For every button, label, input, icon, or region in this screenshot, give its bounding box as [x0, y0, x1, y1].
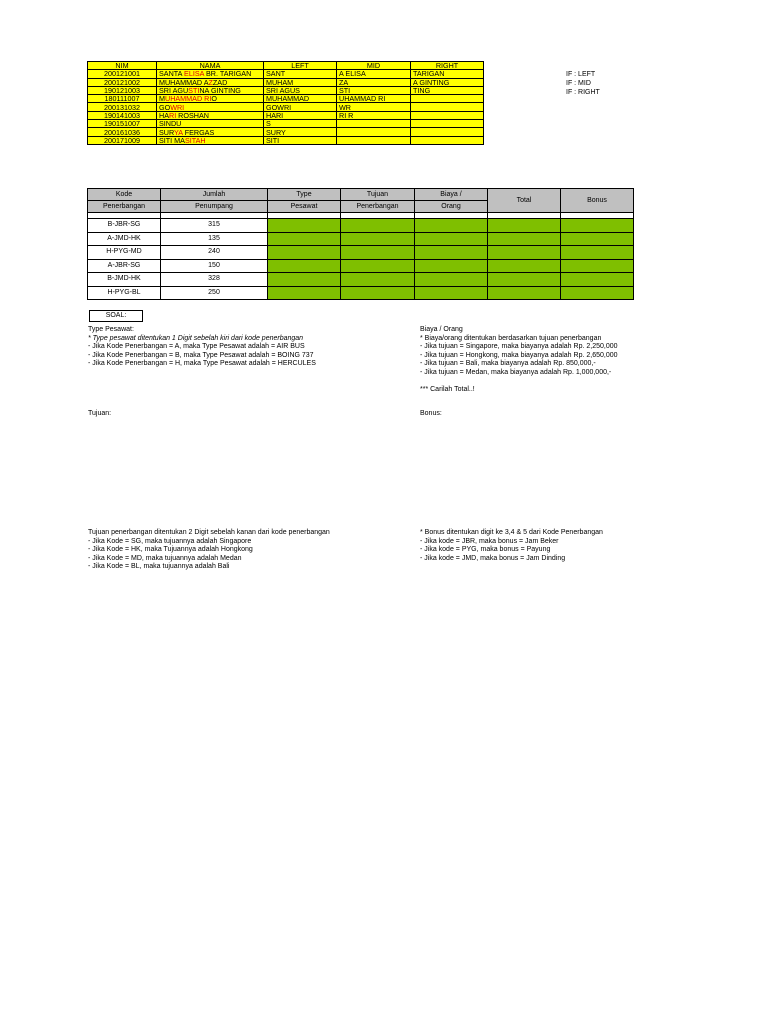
- name-part: ROSHAN: [176, 111, 209, 120]
- table-row: [88, 259, 634, 273]
- soal-label: SOAL:: [89, 310, 143, 322]
- mid-cell: [337, 120, 411, 128]
- name-part: YA: [174, 127, 183, 137]
- name-part: STI: [188, 86, 200, 95]
- total-cell[interactable]: [488, 273, 561, 287]
- name-part: ZAD: [212, 78, 228, 87]
- type-pesawat-notes: [88, 326, 316, 369]
- table-row: [88, 120, 484, 128]
- table-row: [88, 128, 484, 136]
- jumlah-cell: 315: [161, 219, 268, 233]
- table-row: [88, 103, 484, 111]
- jumlah-cell: 135: [161, 232, 268, 246]
- nim-cell: 190151007: [88, 120, 157, 128]
- name-part: HA: [159, 111, 169, 120]
- nim-cell: 200121002: [88, 78, 157, 86]
- name-part: MUHAMMAD A: [159, 78, 209, 87]
- left-cell: SRI AGUS: [264, 86, 337, 94]
- tujuan-line: Tujuan penerbangan ditentukan 2 Digit sebelah kanan dari kode penerbangan: [88, 529, 330, 536]
- tujuan-line: - Jika Kode = BL, maka tujuannya adalah Bali: [88, 563, 230, 571]
- header-biaya: Biaya /: [415, 189, 488, 201]
- mid-cell: [337, 136, 411, 144]
- left-cell: SANT: [264, 70, 337, 78]
- flight-table: [87, 188, 634, 300]
- header-penerbangan-2: Penerbangan: [341, 201, 415, 213]
- jumlah-cell: 150: [161, 259, 268, 273]
- jumlah-cell: 328: [161, 273, 268, 287]
- name-part: SRI AGU: [159, 86, 189, 95]
- bonus-title: Bonus:: [420, 410, 442, 417]
- table-row: [88, 70, 484, 78]
- biaya-line: - Jika tujuan = Medan, maka biayanya adalah Rp. 1,000,000,-: [420, 368, 612, 376]
- name-part: SITAH: [184, 136, 206, 145]
- left-cell: S: [264, 120, 337, 128]
- header-type: Type: [268, 189, 341, 201]
- bonus-cell[interactable]: [561, 273, 634, 287]
- biaya-cell[interactable]: [415, 232, 488, 246]
- student-table: [87, 61, 484, 145]
- bonus-cell[interactable]: [561, 286, 634, 300]
- name-part: RI: [169, 111, 177, 120]
- biaya-cell[interactable]: [415, 273, 488, 287]
- biaya-line: - Jika tujuan = Hongkong, maka biayanya adalah Rp. 2,650,000: [420, 351, 618, 359]
- table-row: [88, 136, 484, 144]
- jumlah-cell: 240: [161, 246, 268, 260]
- type-pesawat-title: Type Pesawat:: [88, 326, 134, 333]
- kode-cell: A-JBR-SG: [88, 259, 161, 273]
- biaya-line: - Jika tujuan = Singapore, maka biayanya adalah Rp. 2,250,000: [420, 343, 618, 351]
- tujuan-line: - Jika Kode = HK, maka Tujuannya adalah Hongkong: [88, 546, 253, 554]
- table-row: [88, 95, 484, 103]
- biaya-cell[interactable]: [415, 259, 488, 273]
- left-cell: HARI: [264, 111, 337, 119]
- right-cell: [411, 120, 484, 128]
- left-cell: SURY: [264, 128, 337, 136]
- biaya-line: * Biaya/orang ditentukan berdasarkan tujuan penerbangan: [420, 334, 602, 342]
- name-part: SITI MA: [159, 136, 185, 145]
- right-cell: TING: [411, 86, 484, 94]
- type-pesawat-line: - Jika Kode Penerbangan = H, maka Type Pesawat adalah = HERCULES: [88, 360, 316, 368]
- bonus-cell[interactable]: [561, 259, 634, 273]
- header-left: LEFT: [264, 62, 337, 70]
- flight-header-row-1: [88, 189, 634, 201]
- name-cell: [157, 86, 264, 94]
- flight-table-body: [88, 219, 634, 300]
- left-cell: MUHAM: [264, 78, 337, 86]
- table-row: [88, 246, 634, 260]
- name-cell: [157, 95, 264, 103]
- name-part: SUR: [159, 127, 175, 137]
- jumlah-cell: 250: [161, 286, 268, 300]
- mid-cell: UHAMMAD RI: [337, 95, 411, 103]
- total-cell[interactable]: [488, 232, 561, 246]
- name-cell: [157, 120, 264, 128]
- name-part: GO: [159, 102, 171, 112]
- right-cell: A GINTING: [411, 78, 484, 86]
- name-part: SANTA: [159, 69, 185, 79]
- student-table-header: [88, 62, 484, 70]
- header-jumlah: Jumlah: [161, 189, 268, 201]
- student-table-body: [88, 70, 484, 145]
- total-cell[interactable]: [488, 246, 561, 260]
- mid-cell: [337, 128, 411, 136]
- tujuan-line: - Jika Kode = MD, maka tujuannya adalah Medan: [88, 554, 242, 562]
- total-cell[interactable]: [488, 259, 561, 273]
- biaya-cell[interactable]: [415, 219, 488, 233]
- left-cell: MUHAMMAD: [264, 95, 337, 103]
- bonus-line: - Jika kode = PYG, maka bonus = Payung: [420, 546, 551, 554]
- name-part: SINDU: [159, 119, 182, 128]
- mid-cell: ZA: [337, 78, 411, 86]
- right-cell: TARIGAN: [411, 70, 484, 78]
- header-pesawat: Pesawat: [268, 201, 341, 213]
- kode-cell: B-JBR-SG: [88, 219, 161, 233]
- biaya-line: - Jika tujuan = Bali, maka biayanya adalah Rp. 850,000,-: [420, 360, 596, 368]
- table-row: [88, 78, 484, 86]
- type-cell[interactable]: [268, 286, 341, 300]
- biaya-cell[interactable]: [415, 246, 488, 260]
- name-cell: [157, 103, 264, 111]
- tujuan-cell[interactable]: [341, 219, 415, 233]
- name-part: Z: [208, 78, 213, 87]
- type-pesawat-line: - Jika Kode Penerbangan = B, maka Type Pesawat adalah = BOING 737: [88, 351, 314, 359]
- tujuan-line: - Jika Kode = SG, maka tujuannya adalah Singapore: [88, 537, 252, 545]
- table-row: [88, 219, 634, 233]
- table-row: [88, 86, 484, 94]
- name-part: WRI: [170, 102, 185, 112]
- if-note-mid: IF : MID: [566, 80, 591, 87]
- name-cell: [157, 111, 264, 119]
- name-part: ELISA: [184, 69, 205, 79]
- left-cell: SITI: [264, 136, 337, 144]
- right-cell: [411, 111, 484, 119]
- right-cell: [411, 136, 484, 144]
- name-part: O: [211, 94, 217, 103]
- header-penumpang: Penumpang: [161, 201, 268, 213]
- kode-cell: H-PYG-BL: [88, 286, 161, 300]
- total-cell[interactable]: [488, 286, 561, 300]
- name-cell: [157, 136, 264, 144]
- name-part: BR. TARIGAN: [204, 69, 252, 79]
- nim-cell: 200171009: [88, 136, 157, 144]
- type-pesawat-line: * Type pesawat ditentukan 1 Digit sebelah kiri dari kode penerbangan: [88, 334, 304, 342]
- kode-cell: H-PYG-MD: [88, 246, 161, 260]
- bonus-notes: [420, 529, 603, 563]
- name-cell: [157, 78, 264, 86]
- header-tujuan: Tujuan: [341, 189, 415, 201]
- tujuan-cell[interactable]: [341, 259, 415, 273]
- name-cell: [157, 128, 264, 136]
- type-cell[interactable]: [268, 273, 341, 287]
- name-part: NA GINTING: [199, 86, 241, 95]
- right-cell: [411, 103, 484, 111]
- nim-cell: 180111007: [88, 95, 157, 103]
- nim-cell: 200121001: [88, 70, 157, 78]
- tujuan-cell[interactable]: [341, 286, 415, 300]
- biaya-notes: [420, 326, 618, 394]
- header-kode: Kode: [88, 189, 161, 201]
- mid-cell: A ELISA: [337, 70, 411, 78]
- name-cell: [157, 70, 264, 78]
- biaya-title: Biaya / Orang: [420, 326, 463, 333]
- table-row: [88, 273, 634, 287]
- kode-cell: A-JMD-HK: [88, 232, 161, 246]
- right-cell: [411, 95, 484, 103]
- header-orang: Orang: [415, 201, 488, 213]
- nim-cell: 190121003: [88, 86, 157, 94]
- tujuan-cell[interactable]: [341, 273, 415, 287]
- tujuan-cell[interactable]: [341, 246, 415, 260]
- bonus-cell[interactable]: [561, 246, 634, 260]
- nim-cell: 200131032: [88, 103, 157, 111]
- nim-cell: 200161036: [88, 128, 157, 136]
- bonus-line: - Jika kode = JBR, maka bonus = Jam Beker: [420, 537, 559, 545]
- mid-cell: STI: [337, 86, 411, 94]
- mid-cell: RI R: [337, 111, 411, 119]
- table-row: [88, 111, 484, 119]
- tujuan-title: Tujuan:: [88, 410, 112, 417]
- header-nim: NIM: [88, 62, 157, 70]
- bonus-line: - Jika kode = JMD, maka bonus = Jam Dinding: [420, 554, 566, 562]
- header-penerbangan: Penerbangan: [88, 201, 161, 213]
- table-row: [88, 286, 634, 300]
- header-right: RIGHT: [411, 62, 484, 70]
- type-cell[interactable]: [268, 246, 341, 260]
- if-note-left: IF : LEFT: [566, 71, 596, 78]
- header-total: Total: [488, 189, 561, 213]
- header-nama: NAMA: [157, 62, 264, 70]
- kode-cell: B-JMD-HK: [88, 273, 161, 287]
- if-note-right: IF : RIGHT: [566, 89, 600, 96]
- tujuan-notes: [88, 529, 330, 572]
- if-notes: [566, 70, 600, 97]
- total-cell[interactable]: [488, 219, 561, 233]
- left-cell: GOWRI: [264, 103, 337, 111]
- right-cell: [411, 128, 484, 136]
- tujuan-cell[interactable]: [341, 232, 415, 246]
- type-pesawat-line: - Jika Kode Penerbangan = A, maka Type Pesawat adalah = AIR BUS: [88, 343, 305, 351]
- bonus-cell[interactable]: [561, 219, 634, 233]
- name-part: UHAMMAD RI: [165, 94, 212, 103]
- bonus-line: * Bonus ditentukan digit ke 3,4 & 5 dari Kode Penerbangan: [420, 529, 603, 536]
- total-note: *** Carilah Total..!: [420, 385, 475, 393]
- mid-cell: WR: [337, 103, 411, 111]
- header-bonus: Bonus: [561, 189, 634, 213]
- nim-cell: 190141003: [88, 111, 157, 119]
- name-part: FERGAS: [182, 127, 215, 137]
- bonus-cell[interactable]: [561, 232, 634, 246]
- type-cell[interactable]: [268, 219, 341, 233]
- biaya-cell[interactable]: [415, 286, 488, 300]
- name-part: M: [159, 94, 165, 103]
- header-mid: MID: [337, 62, 411, 70]
- type-cell[interactable]: [268, 259, 341, 273]
- type-cell[interactable]: [268, 232, 341, 246]
- table-row: [88, 232, 634, 246]
